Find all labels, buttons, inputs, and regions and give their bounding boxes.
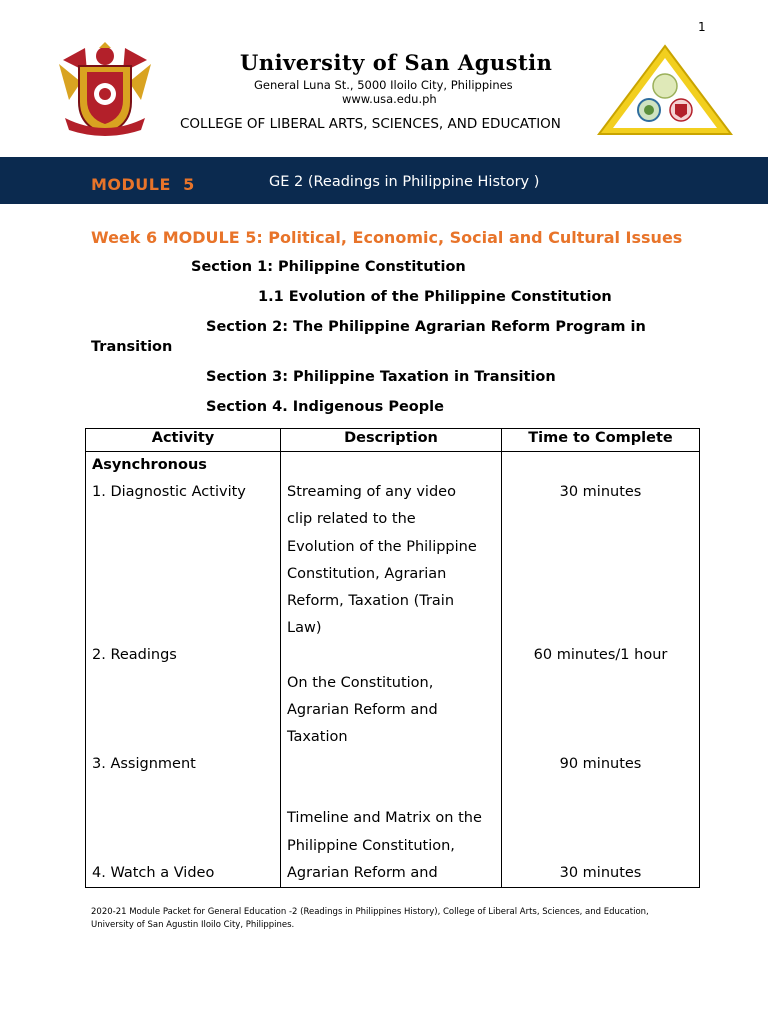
time-line	[508, 805, 693, 832]
activity-line	[92, 833, 274, 860]
activity-item: 4. Watch a Video	[92, 864, 215, 881]
time-line	[508, 452, 693, 479]
description-line: Evolution of the Philippine	[287, 538, 477, 555]
section-2-heading: Section 2: The Philippine Agrarian Reform Program in	[206, 319, 646, 335]
description-line: On the Constitution,	[287, 674, 434, 691]
course-title: GE 2 (Readings in Philippine History )	[269, 174, 540, 190]
description-line	[287, 778, 495, 805]
time-line	[508, 724, 693, 751]
time-line	[508, 615, 693, 642]
column-header-description: Description	[281, 429, 502, 452]
description-line	[287, 642, 495, 669]
section-4-heading: Section 4. Indigenous People	[206, 399, 444, 415]
description-line: Reform, Taxation (Train	[287, 592, 455, 609]
activity-line	[92, 561, 274, 588]
description-line: Philippine Constitution,	[287, 837, 455, 854]
time-line	[508, 506, 693, 533]
description-line: Taxation	[287, 728, 348, 745]
activity-line	[92, 670, 274, 697]
college-triangle-logo-icon	[597, 44, 733, 136]
university-seal-icon	[55, 42, 155, 138]
column-header-time: Time to Complete	[502, 429, 700, 452]
activity-line	[92, 805, 274, 832]
page-footer: 2020-21 Module Packet for General Education -2 (Readings in Philippines History), College of Liberal Arts, Sciences, and Education, University of San Agustin Iloilo City, Philippines.	[91, 907, 649, 930]
description-line: Agrarian Reform and	[287, 864, 438, 881]
time-value: 30 minutes	[559, 484, 642, 501]
activity-line	[92, 506, 274, 533]
time-value: 90 minutes	[559, 756, 642, 773]
activity-line	[92, 778, 274, 805]
time-line	[508, 534, 693, 561]
module-label: MODULE 5	[91, 175, 195, 194]
university-address: General Luna St., 5000 Iloilo City, Philippines	[254, 78, 513, 92]
time-line	[508, 588, 693, 615]
week-title: Week 6 MODULE 5: Political, Economic, Social and Cultural Issues	[91, 228, 683, 247]
description-line	[287, 452, 495, 479]
activity-table	[85, 428, 700, 888]
section-1-1-heading: 1.1 Evolution of the Philippine Constitution	[258, 289, 612, 305]
university-name: University of San Agustin	[240, 50, 553, 75]
time-line	[508, 561, 693, 588]
description-line: Constitution, Agrarian	[287, 565, 447, 582]
activity-line	[92, 534, 274, 561]
time-value: 30 minutes	[559, 864, 642, 881]
column-header-activity: Activity	[86, 429, 281, 452]
time-line	[508, 833, 693, 860]
section-2-heading-continued: Transition	[91, 339, 173, 355]
activity-line	[92, 724, 274, 751]
description-line	[287, 751, 495, 778]
college-name: COLLEGE OF LIBERAL ARTS, SCIENCES, AND EDUCATION	[180, 116, 561, 132]
activity-line	[92, 697, 274, 724]
time-line	[508, 670, 693, 697]
description-cell	[281, 452, 502, 888]
description-line: Timeline and Matrix on the	[287, 810, 482, 827]
time-value: 60 minutes/1 hour	[533, 647, 668, 664]
activity-line	[92, 615, 274, 642]
table-header-row	[86, 429, 700, 452]
activity-mode: Asynchronous	[92, 457, 207, 473]
time-line	[508, 697, 693, 724]
description-line: Streaming of any video	[287, 484, 456, 501]
time-line	[508, 778, 693, 805]
section-1-heading: Section 1: Philippine Constitution	[191, 259, 466, 275]
activity-item: 3. Assignment	[92, 756, 196, 773]
activity-cell	[86, 452, 281, 888]
table-row	[86, 452, 700, 888]
section-3-heading: Section 3: Philippine Taxation in Transition	[206, 369, 556, 385]
time-cell	[502, 452, 700, 888]
page-number: 1	[698, 20, 706, 34]
description-line: Agrarian Reform and	[287, 701, 438, 718]
activity-item: 2. Readings	[92, 647, 177, 664]
activity-line	[92, 588, 274, 615]
description-line: clip related to the	[287, 511, 416, 528]
activity-item: 1. Diagnostic Activity	[92, 484, 246, 501]
description-line: Law)	[287, 620, 322, 637]
university-website: www.usa.edu.ph	[342, 92, 437, 106]
